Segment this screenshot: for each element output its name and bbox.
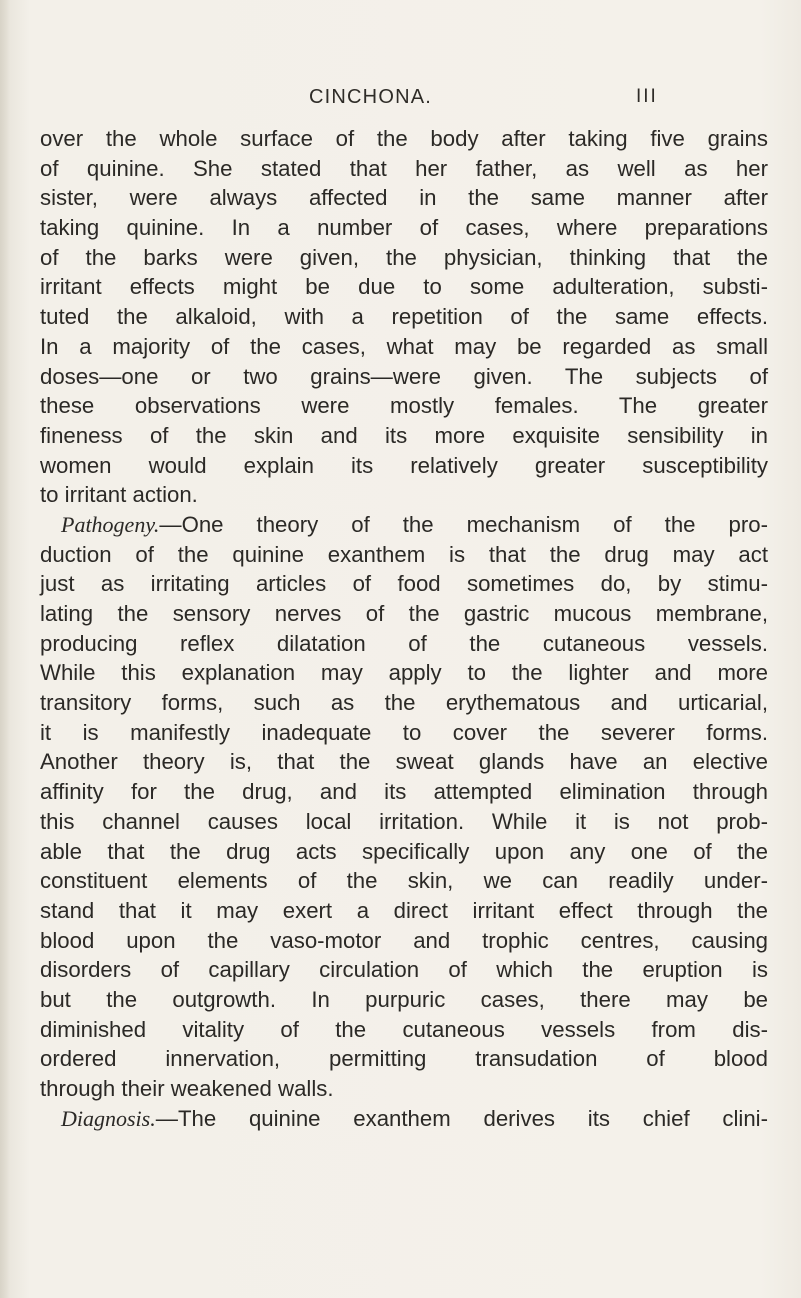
text-line: stand that it may exert a direct irritant effect through the	[40, 897, 768, 923]
text-line-rest: —One theory of the mechanism of the pro-	[159, 511, 768, 537]
text-line-rest: —The quinine exanthem derives its chief clini-	[155, 1105, 768, 1131]
text-line: to irritant action.	[40, 482, 198, 508]
text-line: sister, were always affected in the same manner after	[40, 185, 768, 211]
text-line: While this explanation may apply to the lighter and more	[40, 660, 768, 686]
text-line: taking quinine. In a number of cases, where preparations	[40, 215, 768, 241]
text-line: ordered innervation, permitting transudation of blood	[40, 1046, 768, 1072]
text-line: diminished vitality of the cutaneous vessels from dis-	[40, 1016, 768, 1042]
text-line-section-start	[40, 1104, 768, 1134]
text-line: disorders of capillary circulation of which the eruption is	[40, 957, 768, 983]
running-head	[0, 86, 801, 116]
text-line: through their weakened walls.	[40, 1076, 334, 1101]
text-line: just as irritating articles of food sometimes do, by stimu-	[40, 571, 768, 597]
text-line: over the whole surface of the body after taking five grains	[40, 126, 768, 151]
page-gutter-shadow	[0, 0, 10, 1298]
text-line: duction of the quinine exanthem is that the drug may act	[40, 541, 768, 567]
text-line: transitory forms, such as the erythematous and urticarial,	[40, 690, 768, 716]
text-line: constituent elements of the skin, we can readily under-	[40, 868, 768, 894]
text-line: of the barks were given, the physician, thinking that the	[40, 244, 768, 270]
text-line: In a majority of the cases, what may be regarded as small	[40, 333, 768, 359]
section-heading-pathogeny: Pathogeny.	[61, 511, 160, 537]
body-text	[40, 124, 768, 1133]
text-line: lating the sensory nerves of the gastric mucous membrane,	[40, 601, 768, 626]
text-line-section-start	[40, 510, 768, 540]
text-line: affinity for the drug, and its attempted elimination through	[40, 779, 768, 805]
text-line: tuted the alkaloid, with a repetition of the same effects.	[40, 304, 768, 330]
text-line: irritant effects might be due to some adulteration, substi-	[40, 274, 768, 300]
text-line: Another theory is, that the sweat glands have an elective	[40, 749, 768, 775]
section-heading-diagnosis: Diagnosis.	[61, 1105, 156, 1131]
text-line: this channel causes local irritation. While it is not prob-	[40, 808, 768, 834]
text-line: but the outgrowth. In purpuric cases, there may be	[40, 986, 768, 1012]
running-head-title: CINCHONA.	[309, 86, 433, 108]
text-line: these observations were mostly females. The greater	[40, 393, 768, 419]
page-number: III	[636, 86, 658, 107]
text-line: able that the drug acts specifically upon any one of the	[40, 838, 768, 864]
text-line: it is manifestly inadequate to cover the severer forms.	[40, 719, 768, 745]
text-line: doses—one or two grains—were given. The subjects of	[40, 363, 768, 389]
text-line: women would explain its relatively greater susceptibility	[40, 452, 768, 478]
text-line: blood upon the vaso-motor and trophic centres, causing	[40, 927, 768, 953]
text-line: fineness of the skin and its more exquisite sensibility in	[40, 422, 768, 448]
text-line: producing reflex dilatation of the cutaneous vessels.	[40, 630, 768, 656]
text-line: of quinine. She stated that her father, as well as her	[40, 155, 768, 181]
